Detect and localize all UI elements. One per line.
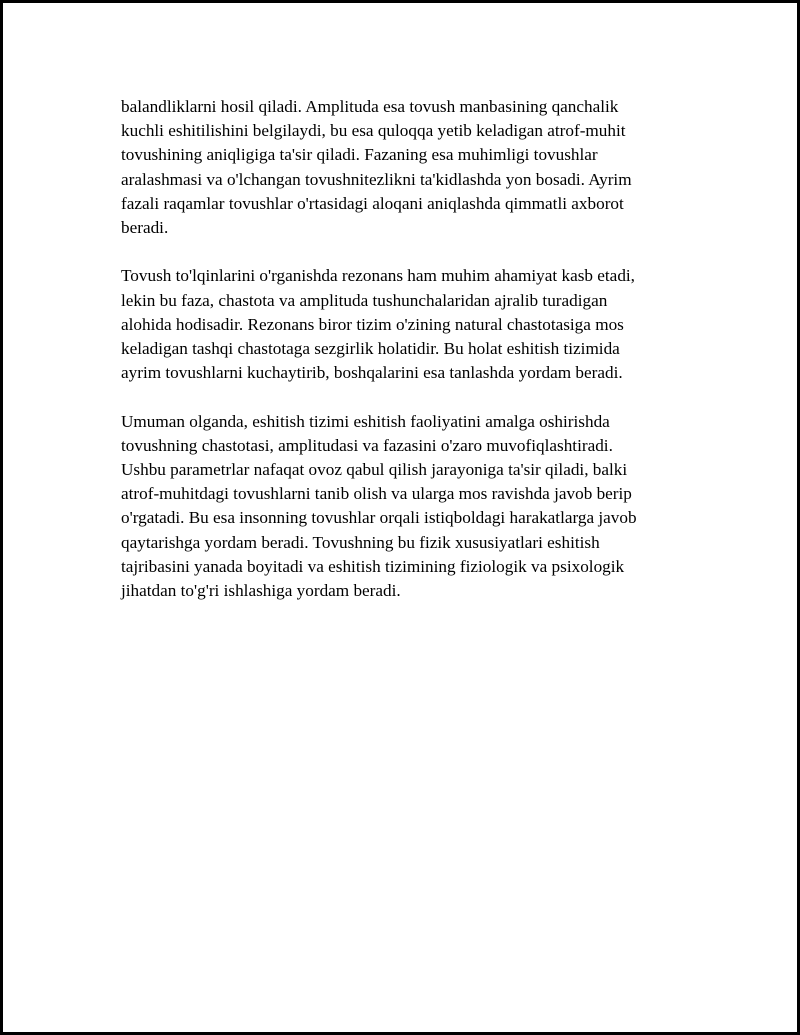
paragraph-3: Umuman olganda, eshitish tizimi eshitish faoliyatini amalga oshirishda tovushning chastotasi, amplitudasi va fazasini o'zaro muvofiqlashtiradi. Ushbu parametrlar nafaqat ovoz qabul qilish jarayoniga ta'sir qiladi, balki atrof-muhitdagi tovushlarni tanib olish va ularga mos ravishda javob berip o'rgatadi. Bu esa insonning tovushlar orqali istiqboldagi harakatlarga javob qaytarishga yordam beradi. Tovushning bu fizik xususiyatlari eshitish tajribasini yanada boyitadi va eshitish tizimining fiziologik va psixologik jihatdan to'g'ri ishlashiga yordam beradi. xyxy=(121,411,637,601)
document-body xyxy=(121,95,701,627)
paragraph-1: balandliklarni hosil qiladi. Amplituda esa tovush manbasining qanchalik kuchli eshitilishini belgilaydi, bu esa quloqqa yetib keladigan atrof-muhit tovushining aniqligiga ta'sir qiladi. Fazaning esa muhimligi tovushlar aralashmasi va o'lchangan tovushnitezlikni ta'kidlashda yon bosadi. Ayrim fazali raqamlar tovushlar o'rtasidagi aloqani aniqlashda qimmatli axborot beradi. xyxy=(121,97,632,238)
paragraph-2: Tovush to'lqinlarini o'rganishda rezonans ham muhim ahamiyat kasb etadi, lekin bu faza, chastota va amplituda tushunchalaridan ajralib turadigan alohida hodisadir. Rezonans biror tizim o'zining natural chastotasiga mos keladigan tashqi chastotaga sezgirlik holatidir. Bu holat eshitish tizimida ayrim tovushlarni kuchaytirib, boshqalarini esa tanlashda yordam beradi. xyxy=(121,266,635,383)
